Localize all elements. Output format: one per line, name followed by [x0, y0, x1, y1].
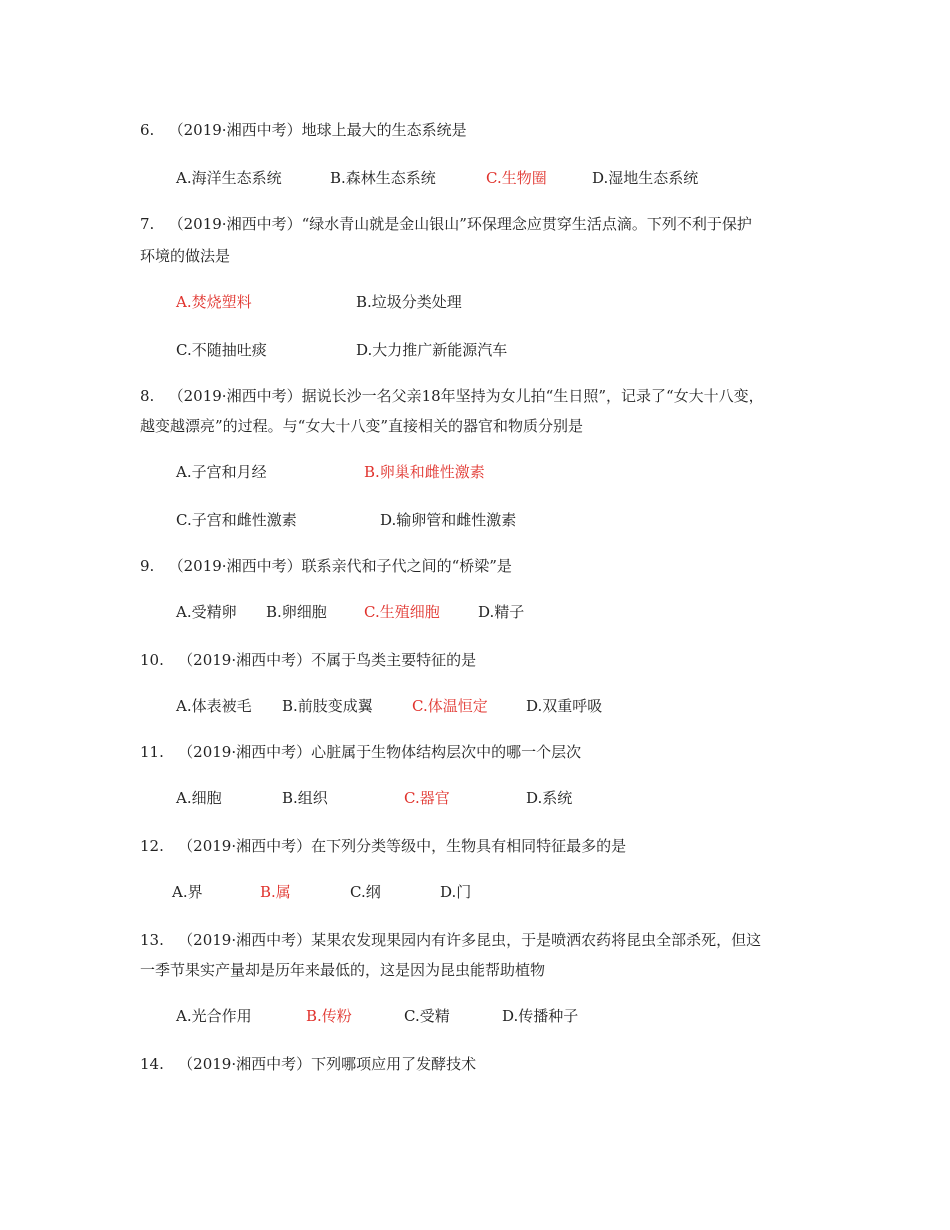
question-7-stem-cont: 环境的做法是 [140, 247, 231, 265]
q13-option-c: C.受精 [404, 1007, 450, 1025]
question-6-stem [140, 120, 467, 140]
q13-option-b-answer: B.传粉 [306, 1007, 352, 1025]
question-text: （2019·湘西中考）心脏属于生物体结构层次中的哪一个层次 [178, 743, 582, 761]
question-14-stem [140, 1054, 476, 1074]
question-10-stem [140, 650, 476, 670]
question-text: （2019·湘西中考）不属于鸟类主要特征的是 [178, 651, 477, 669]
q8-option-d: D.输卵管和雌性激素 [380, 511, 517, 529]
question-13-stem [140, 930, 761, 950]
q7-option-b: B.垃圾分类处理 [356, 293, 462, 311]
q11-option-b: B.组织 [282, 789, 328, 807]
question-number: 9. [140, 557, 155, 575]
q10-option-d: D.双重呼吸 [526, 697, 603, 715]
question-text: （2019·湘西中考）某果农发现果园内有许多昆虫，于是喷洒农药将昆虫全部杀死，但这 [178, 931, 762, 949]
q7-option-c: C.不随抽吐痰 [176, 341, 267, 359]
question-text: （2019·湘西中考）地球上最大的生态系统是 [168, 121, 467, 139]
q9-option-b: B.卵细胞 [266, 603, 327, 621]
question-number: 14. [140, 1055, 164, 1073]
question-text: （2019·湘西中考）在下列分类等级中，生物具有相同特征最多的是 [178, 837, 627, 855]
question-12-stem [140, 836, 626, 856]
question-11-stem [140, 742, 581, 762]
q13-option-d: D.传播种子 [502, 1007, 579, 1025]
question-text: （2019·湘西中考）据说长沙一名父亲18年坚持为女儿拍“生日照”，记录了“女大十八变， [168, 387, 764, 405]
q9-option-a: A.受精卵 [176, 603, 237, 621]
q9-option-c-answer: C.生殖细胞 [364, 603, 440, 621]
q9-option-d: D.精子 [478, 603, 525, 621]
question-13-stem-cont: 一季节果实产量却是历年来最低的，这是因为昆虫能帮助植物 [140, 961, 546, 979]
q12-option-d: D.门 [440, 883, 472, 901]
question-text: （2019·湘西中考）下列哪项应用了发酵技术 [178, 1055, 477, 1073]
question-text: （2019·湘西中考）联系亲代和子代之间的“桥梁”是 [168, 557, 512, 575]
question-number: 12. [140, 837, 164, 855]
question-text: （2019·湘西中考）“绿水青山就是金山银山”环保理念应贯穿生活点滴。下列不利于保护 [168, 215, 752, 233]
question-number: 6. [140, 121, 155, 139]
question-number: 13. [140, 931, 164, 949]
question-9-stem [140, 556, 512, 576]
question-number: 8. [140, 387, 155, 405]
q11-option-c-answer: C.器官 [404, 789, 450, 807]
question-number: 10. [140, 651, 164, 669]
q10-option-a: A.体表被毛 [176, 697, 252, 715]
question-number: 11. [140, 743, 164, 761]
q6-option-a: A.海洋生态系统 [176, 169, 282, 187]
q12-option-c: C.纲 [350, 883, 381, 901]
q8-option-b-answer: B.卵巢和雌性激素 [364, 463, 485, 481]
q10-option-c-answer: C.体温恒定 [412, 697, 488, 715]
q11-option-a: A.细胞 [176, 789, 222, 807]
q8-option-c: C.子宫和雌性激素 [176, 511, 297, 529]
q12-option-a: A.界 [172, 883, 203, 901]
q8-option-a: A.子宫和月经 [176, 463, 267, 481]
question-7-stem [140, 214, 752, 234]
q7-option-a-answer: A.焚烧塑料 [176, 293, 252, 311]
q10-option-b: B.前肢变成翼 [282, 697, 373, 715]
question-number: 7. [140, 215, 155, 233]
q6-option-c-answer: C.生物圈 [486, 169, 547, 187]
q7-option-d: D.大力推广新能源汽车 [356, 341, 508, 359]
question-8-stem [140, 386, 764, 406]
q12-option-b-answer: B.属 [260, 883, 291, 901]
q11-option-d: D.系统 [526, 789, 573, 807]
question-8-stem-cont: 越变越漂亮”的过程。与“女大十八变”直接相关的器官和物质分别是 [140, 417, 584, 435]
q6-option-d: D.湿地生态系统 [592, 169, 699, 187]
q6-option-b: B.森林生态系统 [330, 169, 436, 187]
q13-option-a: A.光合作用 [176, 1007, 252, 1025]
